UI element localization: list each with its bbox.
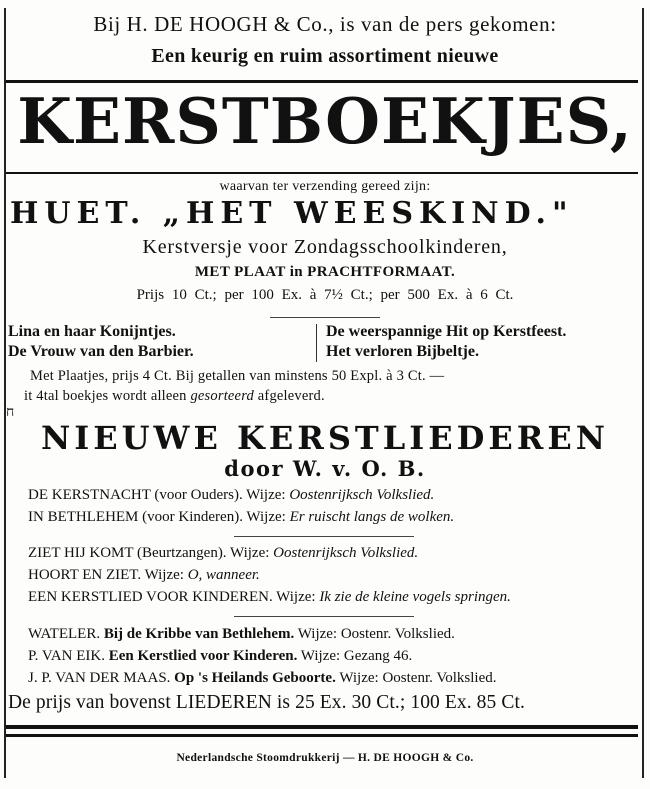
shipping-note: waarvan ter verzending gereed zijn: [219,179,431,194]
song-tune: O, wanneer. [187,567,260,583]
song-line [28,545,418,562]
song-tune: Wijze: Oostenr. Volkslied. [294,626,455,642]
song-line [28,670,497,687]
huet-heading: HUET. „HET WEESKIND." [10,196,574,231]
main-title: KERSTBOEKJES, [17,84,633,158]
song-tune: Oostenrijksch Volkslied. [273,545,419,561]
notice-mark: ח [6,405,15,420]
song-tune: Er ruischt langs de wolken. [289,509,455,525]
price-line: De prijs van bovenst LIEDEREN is 25 Ex. 30 Ct.; 100 Ex. 85 Ct. [8,692,525,713]
song-author: WATELER. [28,626,104,642]
song-line [28,589,511,606]
song-text: EEN KERSTLIED VOOR KINDEREN. Wijze: [28,589,320,605]
huet-subtitle: Kerstversje voor Zondagsschoolkinderen, [142,236,508,258]
song-title: Op 's Heilands Geboorte. [174,670,336,686]
notice-text-b: afgeleverd. [253,388,325,404]
songs-author: door W. v. O. B. [224,456,426,481]
book-right-2: Het verloren Bijbeltje. [326,343,479,360]
notice-line-2 [24,388,325,405]
header-assortment-line: Een keurig en ruim assortiment nieuwe [151,45,499,67]
song-text: IN BETHLEHEM (voor Kinderen). Wijze: [28,509,290,525]
song-line [28,626,455,643]
song-tune: Wijze: Oostenr. Volkslied. [335,670,497,686]
song-title: Bij de Kribbe van Bethlehem. [103,626,295,642]
song-text: ZIET HIJ KOMT (Beurtzangen). Wijze: [28,545,274,561]
song-line [28,509,454,526]
notice-text-a: it 4tal boekjes wordt alleen [24,388,191,404]
huet-format: MET PLAAT in PRACHTFORMAAT. [194,264,456,280]
bottom-rule-1 [6,725,638,729]
notice-line-1: Met Plaatjes, prijs 4 Ct. Bij getallen van minstens 50 Expl. à 3 Ct. — [30,368,445,384]
divider [234,536,414,537]
song-title: Een Kerstlied voor Kinderen. [108,648,298,664]
song-tune: Wijze: Gezang 46. [297,648,413,664]
song-text: HOORT EN ZIET. Wijze: [28,567,188,583]
title-rule [6,172,638,174]
column-divider [316,324,317,362]
divider [270,317,380,318]
song-tune: Oostenrijksch Volkslied. [289,487,435,503]
book-left-2: De Vrouw van den Barbier. [8,343,194,360]
song-line [28,487,434,504]
song-line [28,648,412,665]
song-text: DE KERSTNACHT (voor Ouders). Wijze: [28,487,290,503]
bottom-rule-2 [6,734,638,737]
song-line [28,567,260,584]
book-left-1: Lina en haar Konijntjes. [8,323,176,340]
songs-title: NIEUWE KERSTLIEDEREN [41,419,609,457]
song-author: J. P. VAN DER MAAS. [28,670,175,686]
footer-printer: Nederlandsche Stoomdrukkerij — H. DE HOOGH & Co. [176,752,474,764]
song-author: P. VAN EIK. [28,648,109,664]
divider [234,616,414,617]
song-tune: Ik zie de kleine vogels springen. [319,589,511,605]
huet-price: Prijs 10 Ct.; per 100 Ex. à 7½ Ct.; per 500 Ex. à 6 Ct. [136,287,514,303]
book-right-1: De weerspannige Hit op Kerstfeest. [326,323,567,340]
header-publisher-line: Bij H. DE HOOGH & Co., is van de pers gekomen: [93,12,557,36]
top-thick-rule [6,80,638,83]
notice-italic: gesorteerd [190,388,254,404]
